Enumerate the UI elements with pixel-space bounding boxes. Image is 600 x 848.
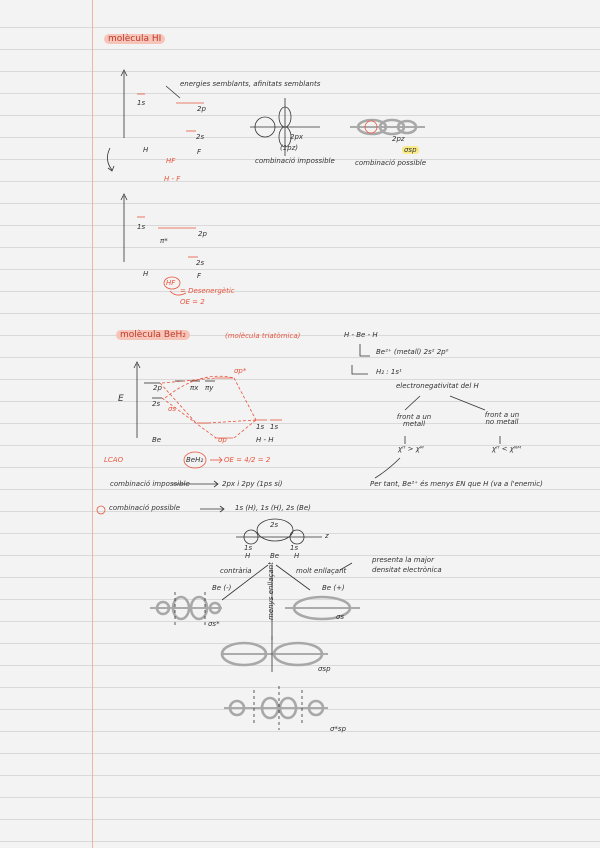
branch-left: front a un metall (396, 413, 432, 428)
mo-label-pix: πx (190, 384, 199, 392)
beh2-oe: OE = 4/2 = 2 (224, 456, 271, 464)
beh2-energy-diagram (134, 362, 282, 468)
density-note: presenta la major densitat electrònica (372, 556, 442, 574)
hf-label-1s: 1s (137, 223, 146, 231)
mo-label-2p: 2p (153, 384, 162, 392)
mo-sigma-p: σp (218, 436, 227, 444)
energy-axis-label: E (118, 394, 124, 404)
mo-label-1s-a: 1s (256, 423, 265, 431)
beh2-label: BeH₂ (186, 456, 204, 464)
beh2-side-notes (172, 344, 500, 487)
s3-label-1s-a: 1s (244, 544, 253, 552)
be-config: Be²⁺ (metall) 2s² 2p⁰ (376, 348, 449, 356)
combination-sketches (97, 506, 360, 730)
hi-label-2p: 2p (197, 105, 206, 113)
s3-label-H-a: H (245, 552, 251, 560)
hf-label-H: H (143, 270, 149, 278)
ineq-left: χᴴ > χᴹ (398, 445, 424, 453)
branch-right: front a un no metall (484, 411, 520, 426)
section2-subtitle: (molècula triatòmica) (225, 332, 301, 340)
section3-orbitals: 1s (H), 1s (H), 2s (Be) (235, 504, 311, 512)
hi-impossible: combinació impossible (255, 157, 335, 165)
hi-label-1s: 1s (137, 99, 146, 107)
mo-sigma-s: σs (168, 405, 177, 413)
ineq-right: χᴴ < χᴺᴹ (492, 445, 522, 453)
h2-config: H₂ : 1s¹ (376, 368, 402, 376)
s3-label-z: z (325, 532, 329, 540)
arrow-mid-label: menys enllaçant (267, 562, 275, 620)
arrow-right-label: molt enllaçant (296, 567, 347, 575)
beh2-conclusion: Per tant, Be²⁺ és menys EN que H (va a l'enemic) (370, 480, 543, 488)
s3-label-Be: Be (270, 552, 280, 560)
hi-label-2pz: 2pz (392, 135, 405, 143)
section3-title: combinació possible (109, 504, 181, 512)
hi-possible: combinació possible (355, 159, 427, 167)
section1-title: molècula HI (104, 35, 165, 44)
hi-label-2px: 2px (290, 133, 304, 141)
beh2-impossible-detail: 2px i 2py (1ps si) (222, 480, 283, 488)
hf-label-HF: HF (166, 279, 176, 287)
mo-label-piy: πy (205, 384, 214, 392)
section2-title: molècula BeH₂ (116, 331, 190, 340)
s3-be-minus: Be (-) (212, 584, 232, 592)
electroneg-title: electronegativitat del H (396, 382, 479, 390)
beh2-formula: H - Be - H (344, 331, 378, 339)
hi-label-H: H (143, 146, 149, 154)
mo-sigma-p-star: σp* (234, 367, 247, 375)
energy-note: energies semblants, afinitats semblants (180, 80, 321, 88)
s3-sigma-s-star: σs* (208, 620, 220, 628)
hi-label-F: F (197, 148, 202, 156)
hi-label-1pz: (1pz) (280, 144, 299, 152)
mo-label-HH: H - H (256, 436, 274, 444)
hf-label-2s: 2s (196, 259, 205, 267)
hf-label-pi: π* (160, 237, 168, 245)
mo-label-1s-b: 1s (270, 423, 279, 431)
s3-label-2s: 2s (270, 521, 279, 529)
s3-sigma-s: σs (336, 613, 345, 621)
hi-label-2s: 2s (196, 133, 205, 141)
hi-sigma: σsp (404, 146, 417, 154)
mo-label-Be: Be (152, 436, 162, 444)
s3-be-plus: Be (+) (322, 584, 345, 592)
s3-label-1s-b: 1s (290, 544, 299, 552)
hf-note-1: = Desenergètic (180, 287, 235, 295)
hi-label-HF: HF (166, 157, 176, 165)
hi-orbital-sketch (250, 98, 425, 156)
mo-label-2s: 2s (152, 400, 161, 408)
hf-note-2: OE = 2 (180, 298, 205, 306)
s3-sigma-sp: σsp (318, 665, 331, 673)
hf-label-2p: 2p (198, 230, 207, 238)
lcao-label: LCAO (104, 456, 124, 464)
hi-label-bond: H - F (164, 175, 181, 183)
hf-label-F: F (197, 272, 202, 280)
beh2-impossible: combinació impossible (110, 480, 190, 488)
s3-label-H-b: H (294, 552, 300, 560)
s3-sigma-sp-star: σ*sp (330, 725, 347, 733)
arrow-left-label: contrària (220, 567, 252, 575)
